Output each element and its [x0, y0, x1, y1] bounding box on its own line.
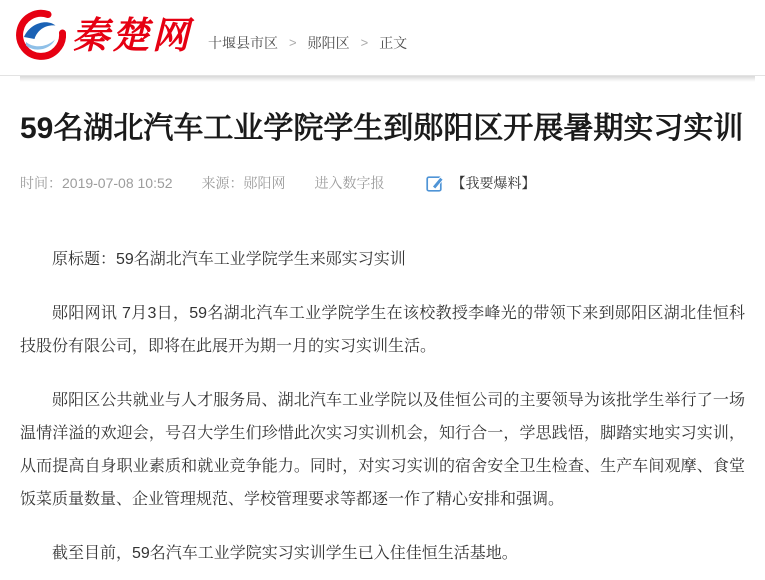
- breadcrumb: [208, 33, 407, 53]
- report-tip-link[interactable]: [426, 173, 536, 193]
- breadcrumb-item-yunyang[interactable]: 郧阳区: [307, 34, 350, 51]
- breadcrumb-separator: >: [289, 35, 297, 50]
- article-source: 来源：郧阳网: [201, 175, 286, 191]
- site-header: [0, 0, 765, 76]
- breadcrumb-separator: >: [360, 35, 369, 50]
- breadcrumb-current: 正文: [379, 34, 408, 51]
- paragraph: 截至目前，59名汽车工业学院实习实训学生已入住佳恒生活基地。: [52, 545, 518, 562]
- article-meta: [20, 174, 745, 192]
- header-shadow: [20, 76, 755, 82]
- article: [0, 110, 765, 570]
- edit-pencil-icon: [426, 174, 445, 193]
- digital-paper-link[interactable]: 进入数字报: [314, 175, 385, 191]
- paragraph: 郧阳区公共就业与人才服务局、湖北汽车工业学院以及佳恒公司的主要领导为该批学生举行了一场温情洋溢的欢迎会，号召大学生们珍惜此次实习实训机会，知行合一，学思践悟，脚踏实地实习实训，从而提高自身职业素质和就业竞争能力。同时，对实习实训的宿舍安全卫生检查、生产车间观摩、食堂饭菜质量数量、企业管理规范、学校管理要求等都逐一作了精心安排和强调。: [20, 392, 745, 508]
- report-tip-label: 【我要爆料】: [451, 175, 536, 191]
- publish-time: 时间：2019-07-08 10:52: [20, 175, 173, 191]
- site-logo[interactable]: [14, 9, 192, 66]
- paragraph: 郧阳网讯 7月3日，59名湖北汽车工业学院学生在该校教授李峰光的带领下来到郧阳区湖北佳恒科技股份有限公司，即将在此展开为期一月的实习实训生活。: [20, 305, 745, 355]
- site-logo-icon: [14, 9, 66, 66]
- paragraph-original-title: 原标题：59名湖北汽车工业学院学生来郧实习实训: [52, 251, 406, 268]
- site-logo-text: 秦楚网: [72, 15, 192, 56]
- breadcrumb-item-shiyan-districts[interactable]: 十堰县市区: [208, 34, 278, 51]
- article-body: [20, 243, 745, 570]
- article-title: 59名湖北汽车工业学院学生到郧阳区开展暑期实习实训: [20, 112, 744, 145]
